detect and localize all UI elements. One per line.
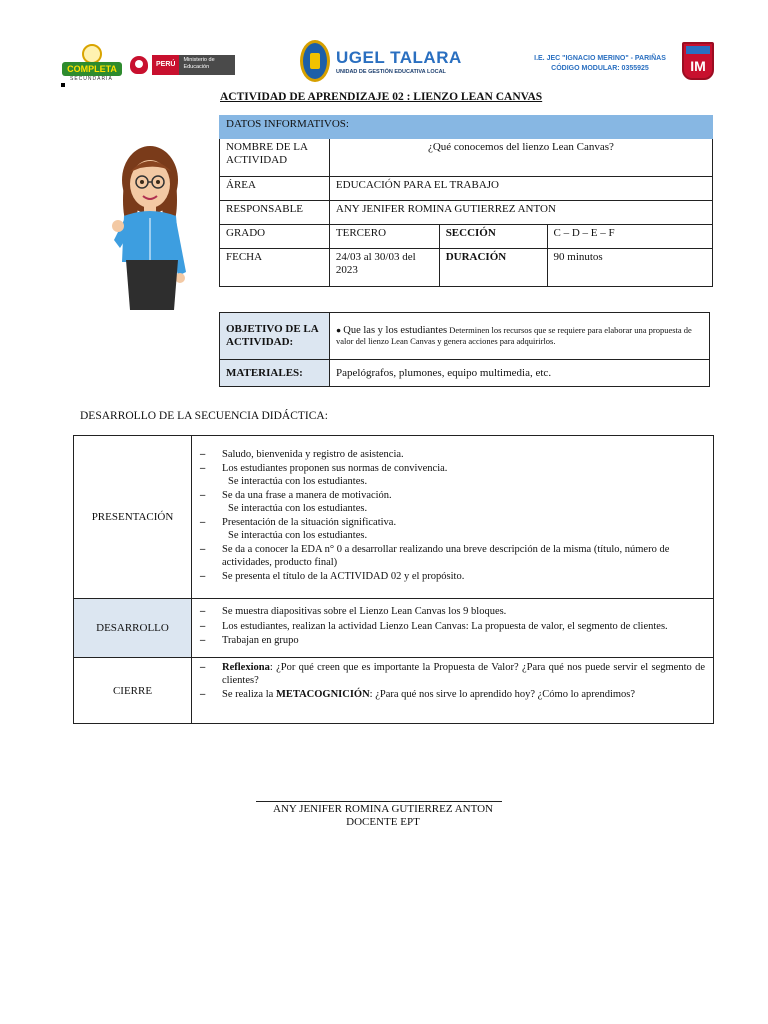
responsable-value: ANY JENIFER ROMINA GUTIERREZ ANTON [329,201,712,225]
responsable-label: RESPONSABLE [220,201,330,225]
materiales-label: MATERIALES: [220,360,330,387]
teacher-avatar [110,142,194,312]
seccion-label: SECCIÓN [439,225,547,249]
school-code: CÓDIGO MODULAR: 0355925 [551,65,649,72]
school-name: I.E. JEC "IGNACIO MERINO" - PARIÑAS [534,55,666,62]
objetivo-label: OBJETIVO DE LA ACTIVIDAD: [220,313,330,360]
minedu-logo [130,54,235,76]
bullet-icon: ● [336,325,344,335]
phase-cierre: CIERRE [74,658,192,724]
sequence-table [73,435,714,724]
list-item: – Se da una frase a manera de motivación. Se interactúa con los estudiantes. [200,490,705,515]
sun-icon [82,44,102,64]
jec-logo [60,44,124,82]
jec-logo-text: COMPLETA [62,62,122,76]
signature-name: ANY JENIFER ROMINA GUTIERREZ ANTON [273,803,493,815]
school-logo [682,42,714,80]
list-item: – Trabajan en grupo [200,635,705,648]
ugel-title: UGEL TALARA [336,47,462,67]
list-item: – Presentación de la situación significativa. Se interactúa con los estudiantes. [200,517,705,542]
grado-value: TERCERO [329,225,439,249]
signature-role: DOCENTE EPT [346,816,420,828]
document-title: ACTIVIDAD DE APRENDIZAJE 02 : LIENZO LEAN CANVAS [220,91,543,103]
area-label: ÁREA [220,177,330,201]
ugel-seal-icon [300,40,330,82]
materiales-value: Papelógrafos, plumones, equipo multimedia, etc. [330,360,710,387]
jec-logo-sub: SECUNDARIA [70,76,113,82]
list-item: – Reflexiona: ¿Por qué creen que es importante la Propuesta de Valor? ¿Para qué nos puede servir el segmento de clientes? [200,662,705,687]
fecha-label: FECHA [220,249,330,287]
list-item: – Los estudiantes proponen sus normas de convivencia. Se interactúa con los estudiantes. [200,463,705,488]
peru-shield-icon [130,56,148,74]
peru-label: PERÚ [152,55,179,75]
ministerio-label: Ministerio de Educación [179,55,235,75]
phase-presentacion: PRESENTACIÓN [74,436,192,599]
area-value: EDUCACIÓN PARA EL TRABAJO [329,177,712,201]
objetivo-rest: Determinen los recursos que se requiere para elaborar una propuesta de valor del lienzo Lean Canvas y genera acciones para adquirirlos. [336,325,692,346]
presentacion-content [192,436,714,599]
bullet-square-icon [61,83,65,87]
seccion-value: C – D – E – F [547,225,712,249]
nombre-label: NOMBRE DE LA ACTIVIDAD [220,139,330,177]
list-item: – Saludo, bienvenida y registro de asistencia. [200,449,705,462]
ugel-subtitle: UNIDAD DE GESTIÓN EDUCATIVA LOCAL [336,68,446,75]
desarrollo-content [192,599,714,658]
nombre-value: ¿Qué conocemos del lienzo Lean Canvas? [329,139,712,177]
list-item: – Se presenta el título de la ACTIVIDAD 02 y el propósito. [200,571,705,584]
list-item: – Se realiza la METACOGNICIÓN: ¿Para qué nos sirve lo aprendido hoy? ¿Cómo lo aprendimos? [200,689,705,702]
signature-line [256,801,502,802]
cierre-content [192,658,714,724]
info-table [219,115,713,287]
objetivo-lead: Que las y los estudiantes [343,325,448,336]
phase-desarrollo: DESARROLLO [74,599,192,658]
duracion-value: 90 minutos [547,249,712,287]
school-logo-text: IM [690,58,706,74]
school-info [520,54,680,74]
list-item: – Los estudiantes, realizan la actividad Lienzo Lean Canvas: La propuesta de valor, el segmento de clientes. [200,621,705,634]
sequence-title: DESARROLLO DE LA SECUENCIA DIDÁCTICA: [80,410,328,422]
objective-table [219,312,710,387]
fecha-value: 24/03 al 30/03 del 2023 [329,249,439,287]
grado-label: GRADO [220,225,330,249]
ugel-logo [300,40,462,82]
list-item: – Se muestra diapositivas sobre el Lienzo Lean Canvas los 9 bloques. [200,606,705,619]
duracion-label: DURACIÓN [439,249,547,287]
list-item: – Se da a conocer la EDA n° 0 a desarrollar realizando una breve descripción de la misma (título, número de actividades, producto final) [200,544,705,569]
signature-block [256,803,510,829]
info-section-header: DATOS INFORMATIVOS: [220,116,713,139]
objetivo-value [330,313,710,360]
